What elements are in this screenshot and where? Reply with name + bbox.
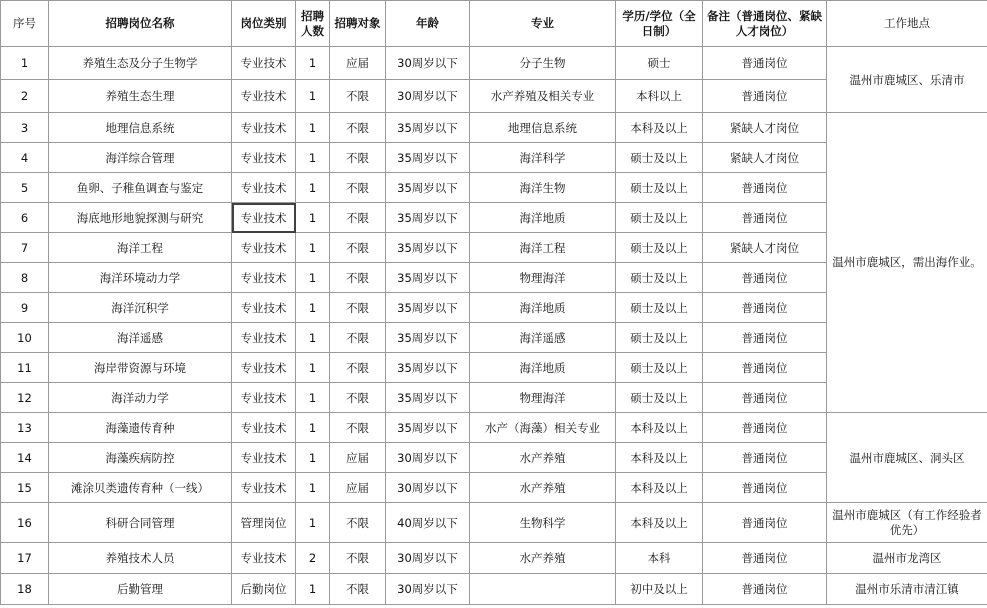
cell-name[interactable]: 海藻遗传育种	[49, 413, 232, 443]
cell-name[interactable]: 海洋沉积学	[49, 293, 232, 323]
cell-major[interactable]: 海洋地质	[470, 293, 616, 323]
cell-edu[interactable]: 硕士及以上	[616, 233, 703, 263]
header-count[interactable]: 招聘人数	[296, 1, 330, 47]
header-loc[interactable]: 工作地点	[827, 1, 987, 47]
cell-name[interactable]: 养殖生态及分子生物学	[49, 47, 232, 80]
cell-name[interactable]: 滩涂贝类遗传育种（一线）	[49, 473, 232, 503]
cell-seq[interactable]: 8	[1, 263, 49, 293]
cell-seq[interactable]: 1	[1, 47, 49, 80]
header-major[interactable]: 专业	[470, 1, 616, 47]
cell-seq[interactable]: 3	[1, 113, 49, 143]
cell-major[interactable]: 水产养殖及相关专业	[470, 80, 616, 113]
cell-count[interactable]: 2	[296, 543, 330, 574]
cell-age[interactable]: 30周岁以下	[386, 443, 470, 473]
cell-type[interactable]: 专业技术	[232, 353, 296, 383]
cell-edu[interactable]: 硕士及以上	[616, 323, 703, 353]
cell-age[interactable]: 35周岁以下	[386, 173, 470, 203]
cell-major[interactable]: 生物科学	[470, 503, 616, 543]
cell-major[interactable]: 海洋工程	[470, 233, 616, 263]
cell-target[interactable]: 不限	[330, 383, 386, 413]
cell-seq[interactable]: 12	[1, 383, 49, 413]
cell-note[interactable]: 普通岗位	[703, 80, 827, 113]
cell-name[interactable]: 地理信息系统	[49, 113, 232, 143]
cell-type-selected[interactable]: 专业技术	[232, 203, 296, 233]
cell-count[interactable]: 1	[296, 263, 330, 293]
cell-edu[interactable]: 本科以上	[616, 80, 703, 113]
cell-target[interactable]: 应届	[330, 473, 386, 503]
cell-name[interactable]: 海洋综合管理	[49, 143, 232, 173]
cell-name[interactable]: 海洋遥感	[49, 323, 232, 353]
cell-age[interactable]: 30周岁以下	[386, 80, 470, 113]
header-target[interactable]: 招聘对象	[330, 1, 386, 47]
header-seq[interactable]: 序号	[1, 1, 49, 47]
cell-edu[interactable]: 硕士及以上	[616, 263, 703, 293]
cell-note[interactable]: 普通岗位	[703, 47, 827, 80]
cell-type[interactable]: 专业技术	[232, 323, 296, 353]
cell-seq[interactable]: 5	[1, 173, 49, 203]
cell-location[interactable]: 温州市乐清市清江镇	[827, 574, 987, 605]
cell-name[interactable]: 海藻疾病防控	[49, 443, 232, 473]
cell-note[interactable]: 普通岗位	[703, 413, 827, 443]
cell-name[interactable]: 养殖生态生理	[49, 80, 232, 113]
cell-location[interactable]: 温州市龙湾区	[827, 543, 987, 574]
cell-note[interactable]: 普通岗位	[703, 203, 827, 233]
cell-note[interactable]: 紧缺人才岗位	[703, 143, 827, 173]
cell-age[interactable]: 35周岁以下	[386, 113, 470, 143]
cell-location[interactable]: 温州市鹿城区，需出海作业。	[827, 113, 987, 413]
cell-age[interactable]: 35周岁以下	[386, 413, 470, 443]
cell-age[interactable]: 35周岁以下	[386, 293, 470, 323]
cell-count[interactable]: 1	[296, 503, 330, 543]
cell-count[interactable]: 1	[296, 383, 330, 413]
cell-note[interactable]: 普通岗位	[703, 323, 827, 353]
cell-target[interactable]: 不限	[330, 233, 386, 263]
cell-type[interactable]: 专业技术	[232, 473, 296, 503]
cell-major[interactable]: 物理海洋	[470, 383, 616, 413]
cell-note[interactable]: 紧缺人才岗位	[703, 113, 827, 143]
cell-major[interactable]: 水产（海藻）相关专业	[470, 413, 616, 443]
cell-note[interactable]: 普通岗位	[703, 543, 827, 574]
cell-edu[interactable]: 本科及以上	[616, 503, 703, 543]
cell-seq[interactable]: 2	[1, 80, 49, 113]
cell-note[interactable]: 普通岗位	[703, 263, 827, 293]
cell-seq[interactable]: 18	[1, 574, 49, 605]
cell-age[interactable]: 35周岁以下	[386, 383, 470, 413]
cell-age[interactable]: 30周岁以下	[386, 473, 470, 503]
header-row	[1, 1, 987, 47]
cell-edu[interactable]: 硕士	[616, 47, 703, 80]
cell-age[interactable]: 30周岁以下	[386, 574, 470, 605]
cell-type[interactable]: 专业技术	[232, 443, 296, 473]
cell-location[interactable]: 温州市鹿城区、洞头区	[827, 413, 987, 503]
cell-note[interactable]: 普通岗位	[703, 173, 827, 203]
cell-age[interactable]: 30周岁以下	[386, 543, 470, 574]
cell-major[interactable]: 物理海洋	[470, 263, 616, 293]
header-note[interactable]: 备注（普通岗位、紧缺人才岗位）	[703, 1, 827, 47]
cell-name[interactable]: 鱼卵、子稚鱼调查与鉴定	[49, 173, 232, 203]
cell-major[interactable]: 水产养殖	[470, 443, 616, 473]
cell-target[interactable]: 不限	[330, 263, 386, 293]
cell-note[interactable]: 普通岗位	[703, 353, 827, 383]
cell-age[interactable]: 35周岁以下	[386, 323, 470, 353]
cell-note[interactable]: 普通岗位	[703, 443, 827, 473]
cell-seq[interactable]: 6	[1, 203, 49, 233]
cell-target[interactable]: 不限	[330, 413, 386, 443]
cell-major[interactable]: 分子生物	[470, 47, 616, 80]
table-row	[1, 47, 987, 80]
cell-type[interactable]: 专业技术	[232, 383, 296, 413]
cell-count[interactable]: 1	[296, 353, 330, 383]
cell-count[interactable]: 1	[296, 203, 330, 233]
cell-seq[interactable]: 14	[1, 443, 49, 473]
cell-type[interactable]: 专业技术	[232, 113, 296, 143]
cell-major[interactable]: 海洋生物	[470, 173, 616, 203]
cell-type[interactable]: 后勤岗位	[232, 574, 296, 605]
cell-type[interactable]: 专业技术	[232, 80, 296, 113]
header-type[interactable]: 岗位类别	[232, 1, 296, 47]
cell-edu[interactable]: 本科及以上	[616, 413, 703, 443]
cell-count[interactable]: 1	[296, 173, 330, 203]
cell-major[interactable]: 海洋地质	[470, 203, 616, 233]
cell-age[interactable]: 35周岁以下	[386, 263, 470, 293]
cell-count[interactable]: 1	[296, 574, 330, 605]
cell-type[interactable]: 专业技术	[232, 173, 296, 203]
cell-count[interactable]: 1	[296, 413, 330, 443]
cell-name[interactable]: 海岸带资源与环境	[49, 353, 232, 383]
cell-seq[interactable]: 16	[1, 503, 49, 543]
cell-target[interactable]: 不限	[330, 323, 386, 353]
cell-location[interactable]: 温州市鹿城区（有工作经验者优先）	[827, 503, 987, 543]
cell-edu[interactable]: 硕士及以上	[616, 383, 703, 413]
cell-count[interactable]: 1	[296, 293, 330, 323]
cell-note[interactable]: 普通岗位	[703, 473, 827, 503]
cell-note[interactable]: 普通岗位	[703, 293, 827, 323]
cell-target[interactable]: 不限	[330, 173, 386, 203]
cell-count[interactable]: 1	[296, 443, 330, 473]
cell-major[interactable]: 水产养殖	[470, 543, 616, 574]
cell-name[interactable]: 海洋动力学	[49, 383, 232, 413]
cell-note[interactable]: 紧缺人才岗位	[703, 233, 827, 263]
table-row	[1, 113, 987, 143]
cell-target[interactable]: 不限	[330, 80, 386, 113]
table-row	[1, 543, 987, 574]
cell-edu[interactable]: 硕士及以上	[616, 173, 703, 203]
cell-age[interactable]: 40周岁以下	[386, 503, 470, 543]
cell-count[interactable]: 1	[296, 143, 330, 173]
cell-type[interactable]: 专业技术	[232, 263, 296, 293]
cell-major[interactable]: 海洋科学	[470, 143, 616, 173]
cell-edu[interactable]: 本科及以上	[616, 473, 703, 503]
cell-type[interactable]: 专业技术	[232, 413, 296, 443]
table-row	[1, 413, 987, 443]
cell-edu[interactable]: 本科	[616, 543, 703, 574]
cell-type[interactable]: 专业技术	[232, 47, 296, 80]
cell-seq[interactable]: 13	[1, 413, 49, 443]
cell-note[interactable]: 普通岗位	[703, 383, 827, 413]
cell-target[interactable]: 不限	[330, 503, 386, 543]
cell-age[interactable]: 35周岁以下	[386, 143, 470, 173]
cell-major[interactable]: 海洋遥感	[470, 323, 616, 353]
table-row	[1, 503, 987, 543]
cell-name[interactable]: 后勤管理	[49, 574, 232, 605]
cell-name[interactable]: 海洋工程	[49, 233, 232, 263]
cell-edu[interactable]: 本科及以上	[616, 113, 703, 143]
cell-count[interactable]: 1	[296, 80, 330, 113]
cell-edu[interactable]: 硕士及以上	[616, 143, 703, 173]
cell-type[interactable]: 专业技术	[232, 143, 296, 173]
cell-location[interactable]: 温州市鹿城区、乐清市	[827, 47, 987, 113]
cell-target[interactable]: 不限	[330, 574, 386, 605]
cell-seq[interactable]: 10	[1, 323, 49, 353]
cell-age[interactable]: 30周岁以下	[386, 47, 470, 80]
cell-seq[interactable]: 4	[1, 143, 49, 173]
header-edu[interactable]: 学历/学位（全日制）	[616, 1, 703, 47]
cell-seq[interactable]: 9	[1, 293, 49, 323]
cell-edu[interactable]: 本科及以上	[616, 443, 703, 473]
cell-count[interactable]: 1	[296, 47, 330, 80]
cell-edu[interactable]: 硕士及以上	[616, 293, 703, 323]
cell-name[interactable]: 养殖技术人员	[49, 543, 232, 574]
header-age[interactable]: 年龄	[386, 1, 470, 47]
cell-note[interactable]: 普通岗位	[703, 503, 827, 543]
cell-age[interactable]: 35周岁以下	[386, 203, 470, 233]
cell-type[interactable]: 专业技术	[232, 233, 296, 263]
cell-seq[interactable]: 7	[1, 233, 49, 263]
header-name[interactable]: 招聘岗位名称	[49, 1, 232, 47]
cell-edu[interactable]: 硕士及以上	[616, 353, 703, 383]
table-row	[1, 574, 987, 605]
cell-type[interactable]: 专业技术	[232, 293, 296, 323]
cell-target[interactable]: 应届	[330, 47, 386, 80]
cell-count[interactable]: 1	[296, 113, 330, 143]
cell-name[interactable]: 海底地形地貌探测与研究	[49, 203, 232, 233]
cell-edu[interactable]: 硕士及以上	[616, 203, 703, 233]
cell-note[interactable]: 普通岗位	[703, 574, 827, 605]
cell-target[interactable]: 不限	[330, 113, 386, 143]
cell-count[interactable]: 1	[296, 233, 330, 263]
cell-type[interactable]: 专业技术	[232, 543, 296, 574]
cell-name[interactable]: 科研合同管理	[49, 503, 232, 543]
cell-major[interactable]: 地理信息系统	[470, 113, 616, 143]
cell-target[interactable]: 不限	[330, 203, 386, 233]
cell-count[interactable]: 1	[296, 473, 330, 503]
cell-target[interactable]: 不限	[330, 353, 386, 383]
cell-target[interactable]: 应届	[330, 443, 386, 473]
cell-name[interactable]: 海洋环境动力学	[49, 263, 232, 293]
cell-count[interactable]: 1	[296, 323, 330, 353]
cell-major[interactable]	[470, 574, 616, 605]
cell-edu[interactable]: 初中及以上	[616, 574, 703, 605]
cell-target[interactable]: 不限	[330, 543, 386, 574]
cell-seq[interactable]: 15	[1, 473, 49, 503]
cell-seq[interactable]: 17	[1, 543, 49, 574]
cell-type[interactable]: 管理岗位	[232, 503, 296, 543]
cell-target[interactable]: 不限	[330, 143, 386, 173]
cell-major[interactable]: 海洋地质	[470, 353, 616, 383]
cell-major[interactable]: 水产养殖	[470, 473, 616, 503]
cell-age[interactable]: 35周岁以下	[386, 233, 470, 263]
cell-seq[interactable]: 11	[1, 353, 49, 383]
cell-age[interactable]: 35周岁以下	[386, 353, 470, 383]
cell-target[interactable]: 不限	[330, 293, 386, 323]
